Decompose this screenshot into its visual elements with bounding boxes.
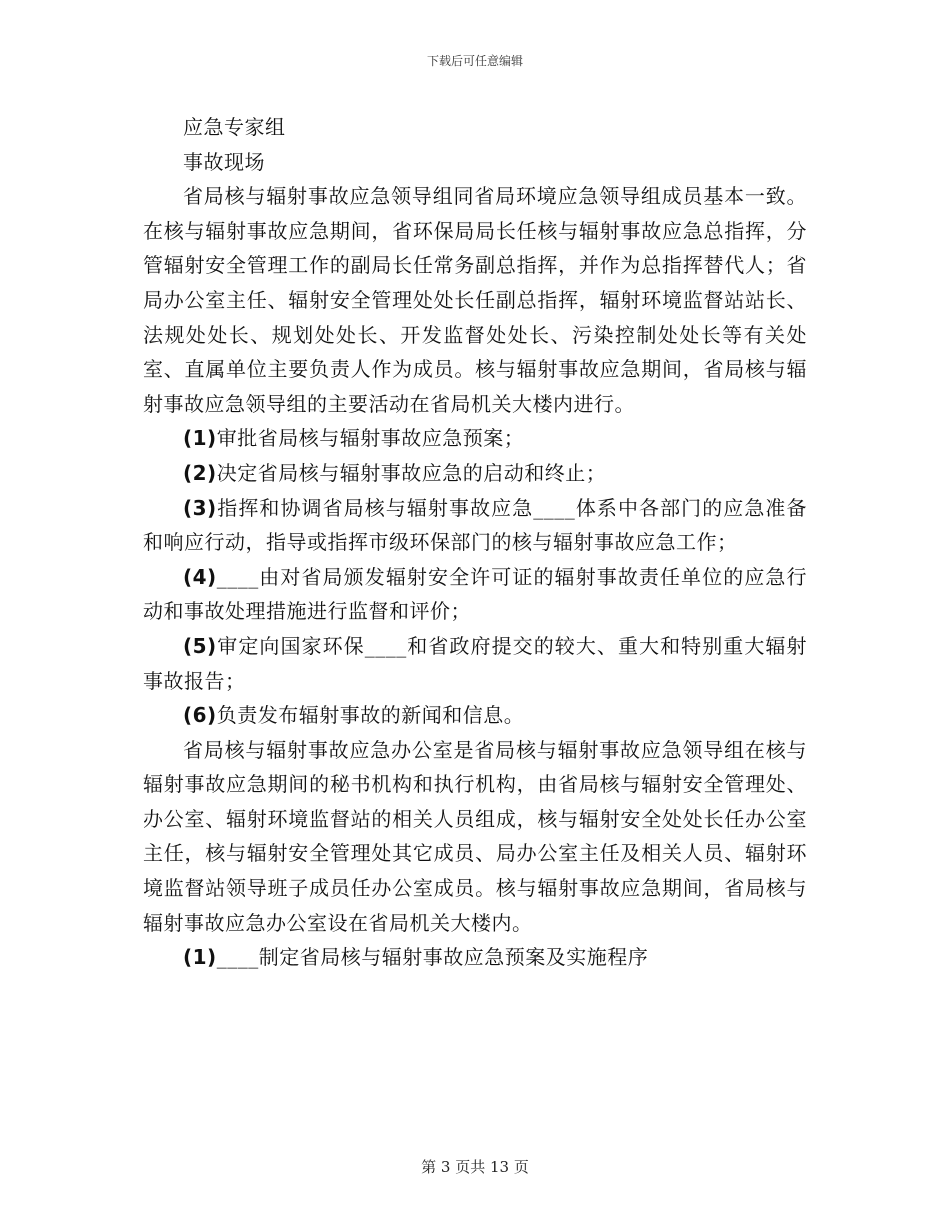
duty-text: 审定向国家环保____和省政府提交的较大、重大和特别重大辐射事故报告； — [143, 633, 807, 693]
paragraph-leadership-group: 省局核与辐射事故应急领导组同省局环境应急领导组成员基本一致。在核与辐射事故应急期间，省环保局局长任核与辐射事故应急总指挥，分管辐射安全管理工作的副局长任常务副总指挥，并作为总指挥替代人；省局办公室主任、辐射安全管理处处长任副总指挥，辐射环境监督站站长、法规处处长、规划处处长、开发监督处处长、污染控制处处长等有关处室、直属单位主要负责人作为成员。核与辐射事故应急期间，省局核与辐射事故应急领导组的主要活动在省局机关大楼内进行。 — [143, 184, 807, 416]
duty-item — [143, 421, 807, 456]
document-body — [143, 110, 807, 975]
page-header: 下载后可任意编辑 — [426, 54, 523, 68]
duty-number: (4) — [183, 564, 217, 589]
duty-text: ____由对省局颁发辐射安全许可证的辐射事故责任单位的应急行动和事故处理措施进行监督和评价； — [143, 564, 807, 624]
duty-text: ____制定省局核与辐射事故应急预案及实施程序 — [216, 945, 649, 970]
duty-text: 指挥和协调省局核与辐射事故应急____体系中各部门的应急准备和响应行动，指导或指挥市级环保部门的核与辐射事故应急工作； — [143, 495, 807, 555]
duty-number: (2) — [183, 460, 217, 485]
paragraph-emergency-office: 省局核与辐射事故应急办公室是省局核与辐射事故应急领导组在核与辐射事故应急期间的秘书机构和执行机构，由省局核与辐射安全管理处、办公室、辐射环境监督站的相关人员组成，核与辐射安全处处长任办公室主任，核与辐射安全管理处其它成员、局办公室主任及相关人员、辐射环境监督站领导班子成员任办公室成员。核与辐射事故应急期间，省局核与辐射事故应急办公室设在省局机关大楼内。 — [143, 737, 807, 935]
duty-text: 负责发布辐射事故的新闻和信息。 — [216, 703, 525, 728]
duty-text: 决定省局核与辐射事故应急的启动和终止； — [216, 460, 607, 485]
page-footer: 第 3 页共 13 页 — [421, 1158, 529, 1176]
duty-number: (1) — [183, 426, 217, 451]
duty-item — [143, 491, 807, 560]
duty-number: (6) — [183, 703, 217, 728]
duty-item — [143, 629, 807, 698]
duty-item — [143, 698, 807, 733]
duty-number: (5) — [183, 633, 217, 658]
paragraph-accident-site: 事故现场 — [183, 149, 265, 174]
duty-number: (1) — [183, 945, 217, 970]
office-duty-item — [143, 940, 807, 975]
duty-number: (3) — [183, 495, 217, 520]
duty-item — [143, 456, 807, 491]
duty-text: 审批省局核与辐射事故应急预案； — [216, 426, 525, 451]
paragraph-expert-group: 应急专家组 — [183, 115, 286, 139]
duty-item — [143, 560, 807, 629]
